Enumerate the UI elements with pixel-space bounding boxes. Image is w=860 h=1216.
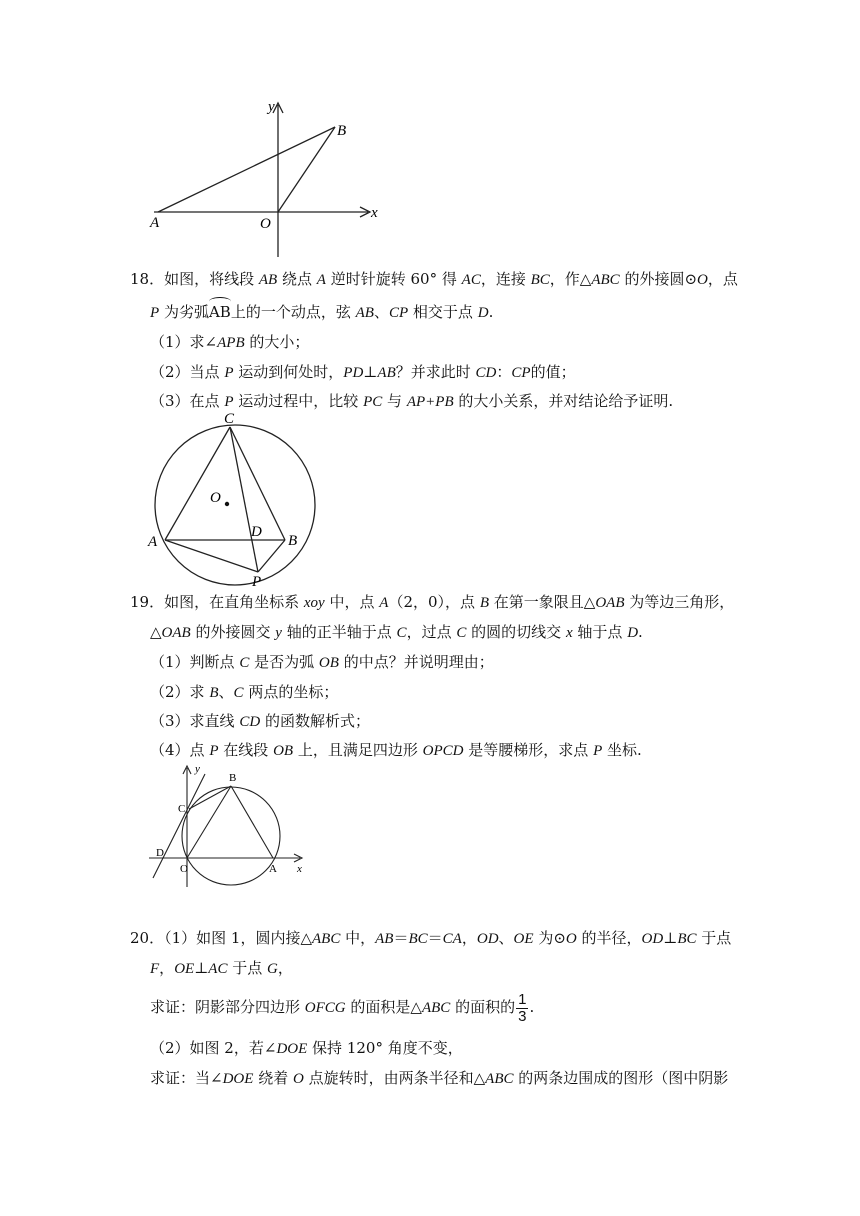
q18-part2: （2）当点 P 运动到何处时，PD⊥AB？并求此时 CD：CP的值； [150, 363, 576, 381]
fig18-label-C: C [224, 412, 235, 427]
q19-part3: （3）求直线 CD 的函数解析式； [150, 712, 370, 730]
fig19-label-D: D [156, 847, 164, 859]
fig18-label-A: A [148, 534, 158, 550]
q20-part2: （2）如图 2，若∠DOE 保持 120° 角度不变， [150, 1039, 463, 1057]
fig17-label-B: B [337, 123, 347, 139]
fig19-label-B: B [229, 772, 237, 784]
q18-stem-line1: 18．如图，将线段 AB 绕点 A 逆时针旋转 60° 得 AC，连接 BC，作△ABC 的外接圆⊙O，点 [130, 270, 738, 288]
fig17-label-A: A [150, 215, 160, 231]
q18-part3: （3）在点 P 运动过程中，比较 PC 与 AP+PB 的大小关系，并对结论给予证明. [150, 392, 674, 410]
q20-stem-line2: F，OE⊥AC 于点 G， [150, 959, 293, 977]
fraction-one-third: $\frac{1}{3}$ [518, 990, 527, 1025]
fig19-label-x: x [297, 863, 302, 875]
fig19-label-C: C [178, 803, 186, 815]
fig18-label-B: B [288, 533, 298, 549]
fig19-label-y: y [195, 763, 200, 775]
figure-q18 [140, 412, 330, 588]
q19-part2: （2）求 B、C 两点的坐标； [150, 683, 339, 701]
q19-stem-line2: △OAB 的外接圆交 y 轴的正半轴于点 C，过点 C 的圆的切线交 x 轴于点 D. [150, 623, 643, 641]
q19-stem-line1: 19．如图，在直角坐标系 xoy 中，点 A（2，0），点 B 在第一象限且△OAB 为等边三角形， [130, 593, 735, 611]
fig19-label-A: A [269, 863, 277, 875]
q18-stem-line2: P 为劣弧AB上的一个动点，弦 AB、CP 相交于点 D. [150, 303, 494, 321]
fig19-label-O: O [180, 863, 188, 875]
fig17-label-y: y [268, 99, 275, 115]
figure-q19 [145, 762, 310, 890]
q20-stem-line1: 20．（1）如图 1，圆内接△ABC 中，AB＝BC＝CA，OD、OE 为⊙O 的半径，OD⊥BC 于点 [130, 929, 732, 947]
fig18-label-P: P [252, 574, 262, 588]
fig18-label-D: D [251, 524, 262, 540]
q19-part1: （1）判断点 C 是否为弧 OB 的中点？并说明理由； [150, 653, 494, 671]
fig17-label-x: x [371, 205, 378, 221]
fig17-label-O: O [260, 216, 271, 232]
fig18-label-O: O [210, 490, 221, 506]
q20-prove1: 求证：阴影部分四边形 OFCG 的面积是△ABC 的面积的 $\frac{1}{3}$ . [150, 990, 535, 1025]
arc-symbol-AB: AB [208, 303, 231, 321]
q18-part1: （1）求∠APB 的大小； [150, 333, 310, 351]
figure-q17 [140, 95, 390, 265]
q19-part4: （4）点 P 在线段 OB 上，且满足四边形 OPCD 是等腰梯形，求点 P 坐标. [150, 741, 642, 759]
q20-prove2: 求证：当∠DOE 绕着 O 点旋转时，由两条半径和△ABC 的两条边围成的图形（图中阴影 [150, 1069, 729, 1087]
